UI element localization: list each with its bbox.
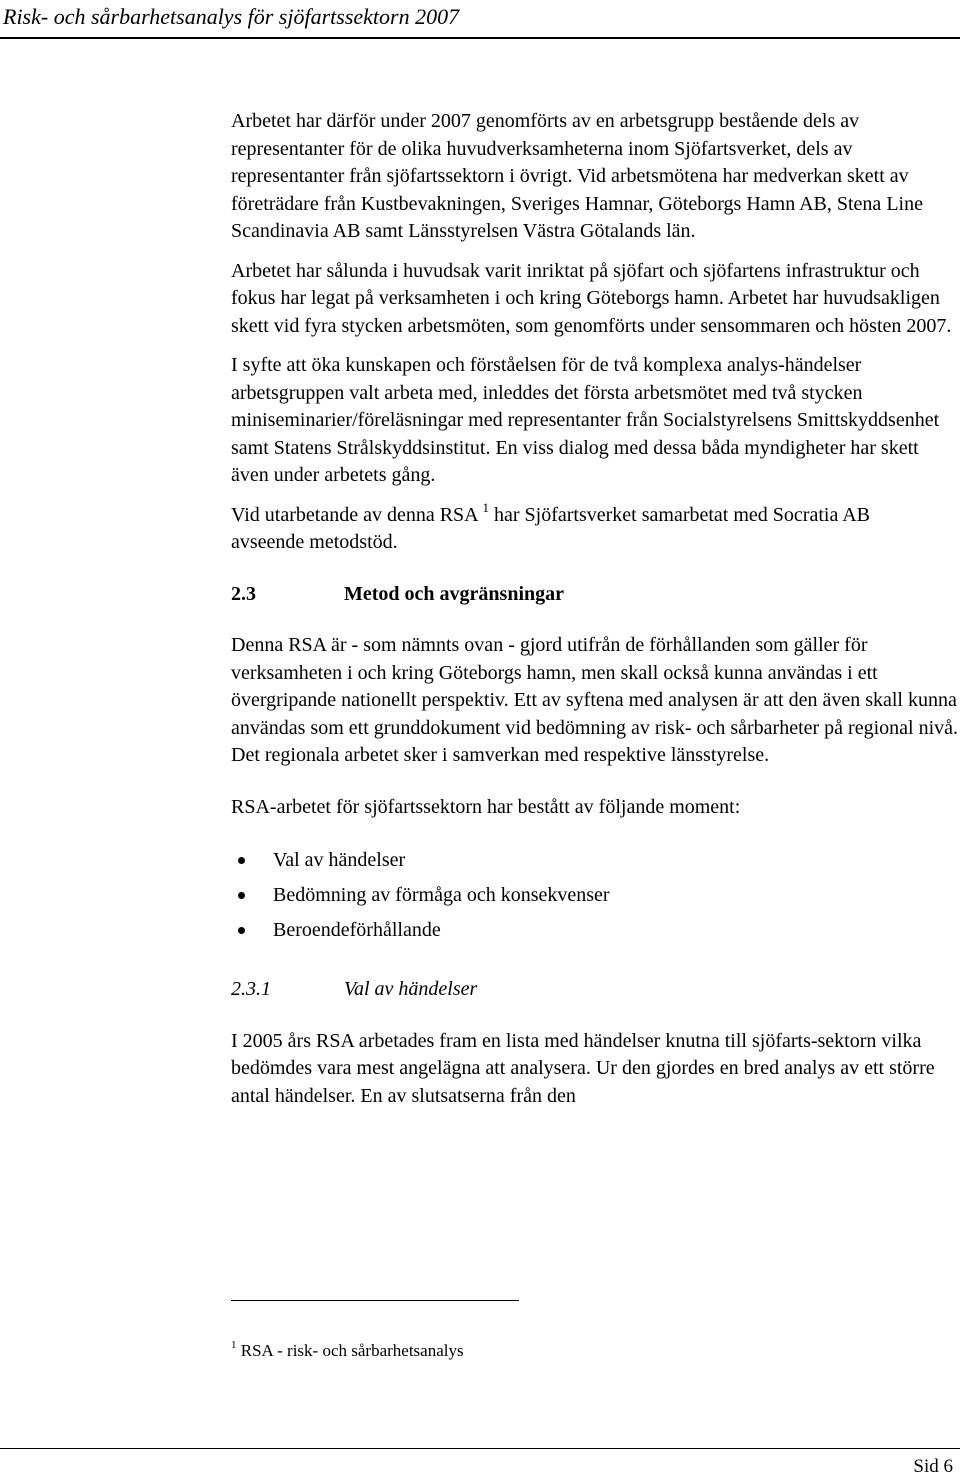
section-heading-2-3-1 [231, 976, 959, 1004]
list-item: Val av händelser [231, 843, 959, 878]
header-divider [0, 37, 960, 39]
bullet-icon [238, 927, 245, 934]
paragraph-1: Arbetet har därför under 2007 genomförts av en arbetsgrupp bestående dels av representanter för de olika huvudverksamheterna inom Sjöfartsverket, dels av representanter från sjöfartssektorn i övrigt. Vid arbetsmötena har medverkan skett av företrädare från Kustbevakningen, Sveriges Hamnar, Göteborgs Hamn AB, Stena Line Scandinavia AB samt Länsstyrelsen Västra Götalands län. [231, 110, 923, 242]
paragraph-3: I syfte att öka kunskapen och förståelsen för de två komplexa analys-händelser arbetsgruppen valt arbeta med, inleddes det första arbetsmötet med två stycken miniseminarier/föreläsningar med representanter från Socialstyrelsens Smittskyddsenhet samt Statens Strålskyddsinstitut. En viss dialog med dessa båda myndigheter har skett även under arbetets gång. [231, 354, 940, 486]
bullet-icon [238, 857, 245, 864]
paragraph-4-text-b: har Sjöfartsverket samarbetat med Socratia AB avseende metodstöd. [231, 503, 871, 553]
list-item: Beroendeförhållande [231, 913, 959, 948]
footer-divider [0, 1448, 960, 1449]
section-number: 2.3 [231, 582, 256, 605]
bullet-icon [238, 892, 245, 899]
footnote-marker: 1 [231, 1339, 237, 1351]
paragraph-4 [231, 499, 931, 557]
paragraph-6: RSA-arbetet för sjöfartssektorn har bestått av följande moment: [231, 795, 741, 818]
paragraph-7: I 2005 års RSA arbetades fram en lista med händelser knutna till sjöfarts-sektorn vilka bedömdes vara mest angelägna att analysera. Ur den gjordes en bred analys av ett större antal händelser. En av slutsatserna från den [231, 1029, 935, 1107]
subsection-title: Val av händelser [344, 978, 478, 1000]
document-body [231, 108, 959, 1110]
section-heading-2-3 [231, 581, 959, 609]
footnote-divider [231, 1300, 519, 1301]
paragraph-4-text-a: Vid utarbetande av denna RSA [231, 503, 483, 526]
paragraph-2: Arbetet har sålunda i huvudsak varit inriktat på sjöfart och sjöfartens infrastruktur och fokus har legat på verksamheten i och kring Göteborgs hamn. Arbetet har huvudsakligen skett vid fyra stycken arbetsmöten, som genomförts under sensommaren och hösten 2007. [231, 259, 952, 337]
section-title: Metod och avgränsningar [344, 582, 564, 605]
paragraph-5: Denna RSA är - som nämnts ovan - gjord utifrån de förhållanden som gäller för verksamheten i och kring Göteborgs hamn, men skall också kunna användas i ett övergripande nationellt perspektiv. Ett av syftena med analysen är att den även skall kunna användas som ett grunddokument vid bedömning av risk- och sårbarheter på regional nivå. Det regionala arbetet sker i samverkan med respektive länsstyrelse. [231, 634, 959, 766]
subsection-number: 2.3.1 [231, 978, 271, 1000]
bullet-list [231, 843, 959, 948]
page-header [0, 0, 960, 40]
footnote-text: RSA - risk- och sårbarhetsanalys [236, 1341, 464, 1360]
footnote-ref: 1 [482, 499, 490, 515]
page-number: Sid 6 [913, 1456, 953, 1477]
footnote [231, 1341, 464, 1361]
list-item: Bedömning av förmåga och konsekvenser [231, 878, 959, 913]
header-title: Risk- och sårbarhetsanalys för sjöfartssektorn 2007 [3, 4, 460, 29]
